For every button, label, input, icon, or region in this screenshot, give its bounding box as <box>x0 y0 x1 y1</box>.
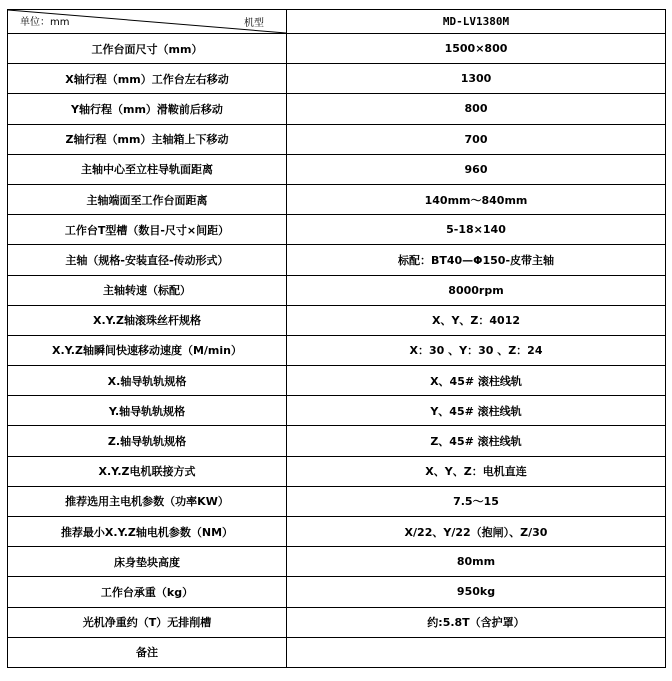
spec-value: 1300 <box>287 64 666 94</box>
table-row <box>8 547 666 577</box>
table-row <box>8 245 666 275</box>
spec-value: 约:5.8T（含护罩） <box>287 607 666 637</box>
spec-value: 800 <box>287 94 666 124</box>
table-row <box>8 517 666 547</box>
spec-value <box>287 637 666 667</box>
spec-value: 1500×800 <box>287 34 666 64</box>
spec-value: 标配：BT40—Φ150-皮带主轴 <box>287 245 666 275</box>
spec-label: Z轴行程（mm）主轴箱上下移动 <box>8 124 287 154</box>
spec-label: X.轴导轨轨规格 <box>8 366 287 396</box>
spec-label: 备注 <box>8 637 287 667</box>
table-row <box>8 94 666 124</box>
table-row <box>8 184 666 214</box>
spec-value: 80mm <box>287 547 666 577</box>
table-row <box>8 215 666 245</box>
spec-label: 工作台T型槽（数目-尺寸×间距） <box>8 215 287 245</box>
table-row <box>8 124 666 154</box>
spec-value: 7.5～15 <box>287 486 666 516</box>
table-row <box>8 396 666 426</box>
spec-table <box>7 9 666 668</box>
spec-value: 5-18×140 <box>287 215 666 245</box>
spec-value: X/22、Y/22（抱闸）、Z/30 <box>287 517 666 547</box>
spec-label: 推荐最小X.Y.Z轴电机参数（NM） <box>8 517 287 547</box>
table-row <box>8 607 666 637</box>
spec-value: 950kg <box>287 577 666 607</box>
spec-value: X、Y、Z：电机直连 <box>287 456 666 486</box>
table-row <box>8 305 666 335</box>
spec-value: X、Y、Z：4012 <box>287 305 666 335</box>
spec-label: 主轴转速（标配） <box>8 275 287 305</box>
spec-value: X、45# 滚柱线轨 <box>287 366 666 396</box>
spec-label: 床身垫块高度 <box>8 547 287 577</box>
spec-value: 960 <box>287 154 666 184</box>
spec-value: 8000rpm <box>287 275 666 305</box>
spec-label: 推荐选用主电机参数（功率KW） <box>8 486 287 516</box>
table-row <box>8 577 666 607</box>
spec-label: Z.轴导轨轨规格 <box>8 426 287 456</box>
spec-label: 主轴端面至工作台面距离 <box>8 184 287 214</box>
table-row <box>8 366 666 396</box>
table-row <box>8 154 666 184</box>
unit-label: 单位：mm <box>20 17 70 28</box>
spec-label: 光机净重约（T）无排削槽 <box>8 607 287 637</box>
table-row <box>8 426 666 456</box>
spec-label: X.Y.Z轴瞬间快速移动速度（M/min） <box>8 335 287 365</box>
spec-value: 140mm～840mm <box>287 184 666 214</box>
table-row <box>8 275 666 305</box>
spec-value: 700 <box>287 124 666 154</box>
table-row <box>8 456 666 486</box>
spec-label: Y轴行程（mm）滑鞍前后移动 <box>8 94 287 124</box>
diagonal-header-cell <box>8 10 287 34</box>
spec-value: X：30 、Y：30 、Z：24 <box>287 335 666 365</box>
spec-label: Y.轴导轨轨规格 <box>8 396 287 426</box>
spec-value: Y、45# 滚柱线轨 <box>287 396 666 426</box>
spec-label: X轴行程（mm）工作台左右移动 <box>8 64 287 94</box>
table-row <box>8 34 666 64</box>
model-label: 机型 <box>244 18 264 29</box>
spec-label: X.Y.Z轴滚珠丝杆规格 <box>8 305 287 335</box>
table-row <box>8 637 666 667</box>
spec-label: 工作台承重（kg） <box>8 577 287 607</box>
table-row <box>8 335 666 365</box>
spec-label: 主轴中心至立柱导轨面距离 <box>8 154 287 184</box>
spec-label: X.Y.Z电机联接方式 <box>8 456 287 486</box>
spec-label: 工作台面尺寸（mm） <box>8 34 287 64</box>
spec-value: Z、45# 滚柱线轨 <box>287 426 666 456</box>
table-row <box>8 486 666 516</box>
header-row <box>8 10 666 34</box>
table-row <box>8 64 666 94</box>
model-value: MD-LV1380M <box>287 10 666 34</box>
spec-label: 主轴（规格-安装直径-传动形式） <box>8 245 287 275</box>
